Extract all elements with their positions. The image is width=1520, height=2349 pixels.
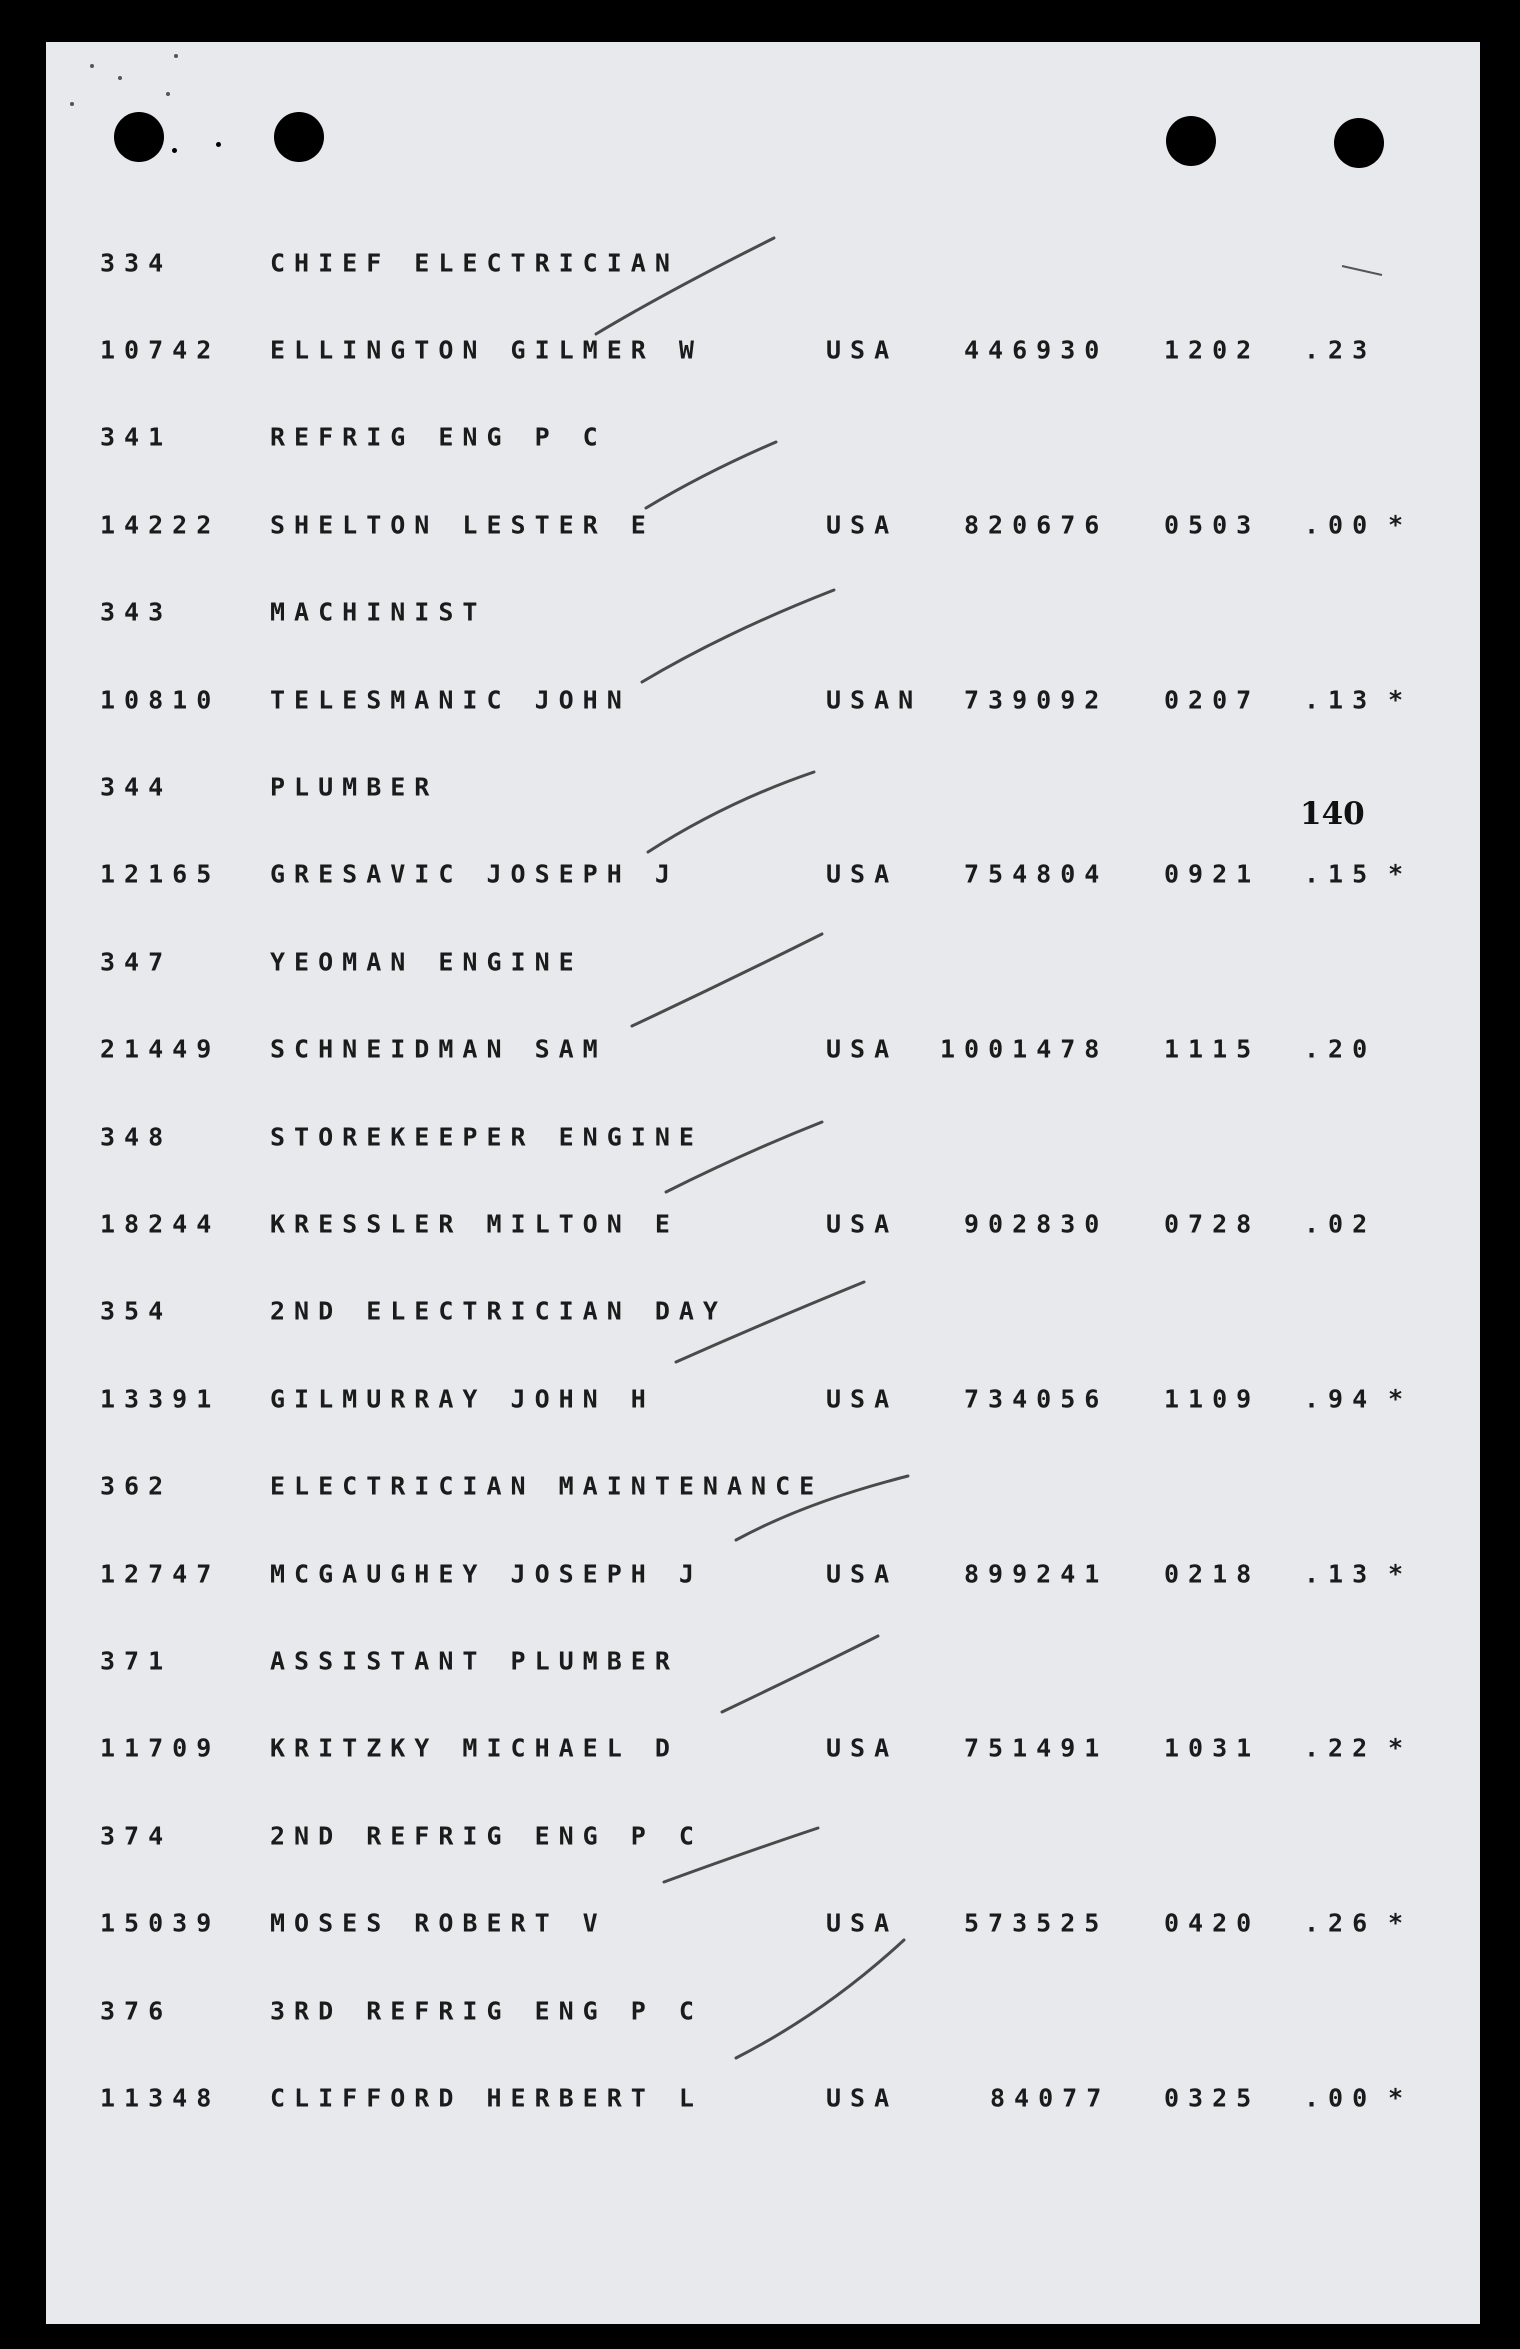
position-code: 371 <box>100 1646 173 1676</box>
position-code: 374 <box>100 1821 173 1851</box>
amount: .13 <box>1304 685 1377 715</box>
position-row <box>100 394 1440 481</box>
paper-speck <box>90 64 94 68</box>
punch-hole-2 <box>274 112 324 162</box>
employee-row <box>100 481 1440 568</box>
employee-name: MOSES ROBERT V <box>270 1908 607 1938</box>
position-row <box>100 1792 1440 1879</box>
employee-number: 10742 <box>100 335 221 365</box>
position-code: 344 <box>100 772 173 802</box>
paper-speck <box>70 102 74 106</box>
asterisk-mark: * <box>1388 1733 1413 1763</box>
ssn: 902830 <box>964 1209 1109 1239</box>
date-code: 1202 <box>1164 335 1261 365</box>
employee-number: 13391 <box>100 1384 221 1414</box>
ssn: 739092 <box>964 685 1109 715</box>
position-row <box>100 1093 1440 1180</box>
employee-name: TELESMANIC JOHN <box>270 685 631 715</box>
employee-row <box>100 831 1440 918</box>
employee-number: 21449 <box>100 1034 221 1064</box>
position-row <box>100 918 1440 1005</box>
ledger-sheet <box>46 42 1480 2324</box>
paper-speck <box>174 54 178 58</box>
ssn: 754804 <box>964 859 1109 889</box>
position-row <box>100 569 1440 656</box>
employee-number: 12165 <box>100 859 221 889</box>
date-code: 1115 <box>1164 1034 1261 1064</box>
citizenship: USAN <box>826 685 923 715</box>
ssn: 573525 <box>964 1908 1109 1938</box>
employee-row <box>100 306 1440 393</box>
position-row <box>100 1967 1440 2054</box>
paper-speck <box>216 142 221 147</box>
date-code: 0921 <box>1164 859 1261 889</box>
citizenship: USA <box>826 1559 899 1589</box>
amount: .26 <box>1304 1908 1377 1938</box>
position-title: ELECTRICIAN MAINTENANCE <box>270 1471 824 1501</box>
position-title: 2ND ELECTRICIAN DAY <box>270 1296 727 1326</box>
asterisk-mark: * <box>1388 1559 1413 1589</box>
position-title: CHIEF ELECTRICIAN <box>270 248 679 278</box>
employee-number: 11348 <box>100 2083 221 2113</box>
position-code: 341 <box>100 422 173 452</box>
asterisk-mark: * <box>1388 2083 1413 2113</box>
employee-row <box>100 1006 1440 1093</box>
position-code: 347 <box>100 947 173 977</box>
ssn: 751491 <box>964 1733 1109 1763</box>
employee-number: 11709 <box>100 1733 221 1763</box>
position-title: MACHINIST <box>270 597 487 627</box>
citizenship: USA <box>826 1908 899 1938</box>
position-title: YEOMAN ENGINE <box>270 947 583 977</box>
position-title: PLUMBER <box>270 772 439 802</box>
date-code: 0207 <box>1164 685 1261 715</box>
citizenship: USA <box>826 2083 899 2113</box>
employee-row <box>100 1879 1440 1966</box>
ssn: 84077 <box>990 2083 1111 2113</box>
paper-speck <box>172 148 177 153</box>
citizenship: USA <box>826 1384 899 1414</box>
employee-name: SHELTON LESTER E <box>270 510 655 540</box>
employee-row <box>100 1180 1440 1267</box>
asterisk-mark: * <box>1388 510 1413 540</box>
position-code: 354 <box>100 1296 173 1326</box>
date-code: 1109 <box>1164 1384 1261 1414</box>
citizenship: USA <box>826 859 899 889</box>
employee-number: 14222 <box>100 510 221 540</box>
amount: .20 <box>1304 1034 1377 1064</box>
employee-number: 12747 <box>100 1559 221 1589</box>
paper-speck <box>166 92 170 96</box>
amount: .13 <box>1304 1559 1377 1589</box>
position-code: 334 <box>100 248 173 278</box>
position-code: 376 <box>100 1996 173 2025</box>
position-row <box>100 1617 1440 1704</box>
page-number: 140 <box>1300 796 1365 832</box>
asterisk-mark: * <box>1388 859 1413 889</box>
employee-name: MCGAUGHEY JOSEPH J <box>270 1559 703 1589</box>
ssn: 1001478 <box>940 1034 1109 1064</box>
position-row <box>100 1268 1440 1355</box>
employee-name: SCHNEIDMAN SAM <box>270 1034 607 1064</box>
ssn: 446930 <box>964 335 1109 365</box>
employee-number: 18244 <box>100 1209 221 1239</box>
employee-row <box>100 1355 1440 1442</box>
employee-name: ELLINGTON GILMER W <box>270 335 703 365</box>
position-title: REFRIG ENG P C <box>270 422 607 452</box>
position-title: 3RD REFRIG ENG P C <box>270 1996 703 2025</box>
paper-speck <box>118 76 122 80</box>
amount: .15 <box>1304 859 1377 889</box>
employee-name: KRITZKY MICHAEL D <box>270 1733 679 1763</box>
punch-hole-1 <box>114 112 164 162</box>
employee-row <box>100 1530 1440 1617</box>
amount: .94 <box>1304 1384 1377 1414</box>
position-code: 362 <box>100 1471 173 1501</box>
punch-hole-4 <box>1334 118 1384 168</box>
employee-name: CLIFFORD HERBERT L <box>270 2083 703 2113</box>
ssn: 899241 <box>964 1559 1109 1589</box>
position-code: 348 <box>100 1122 173 1152</box>
employee-name: GILMURRAY JOHN H <box>270 1384 655 1414</box>
employee-row <box>100 656 1440 743</box>
punch-hole-3 <box>1166 116 1216 166</box>
employee-number: 15039 <box>100 1908 221 1938</box>
asterisk-mark: * <box>1388 1908 1413 1938</box>
amount: .00 <box>1304 2083 1377 2113</box>
position-title: 2ND REFRIG ENG P C <box>270 1821 703 1851</box>
citizenship: USA <box>826 1733 899 1763</box>
employee-row <box>100 2054 1440 2141</box>
position-title: STOREKEEPER ENGINE <box>270 1122 703 1152</box>
date-code: 1031 <box>1164 1733 1261 1763</box>
date-code: 0728 <box>1164 1209 1261 1239</box>
asterisk-mark: * <box>1388 685 1413 715</box>
citizenship: USA <box>826 335 899 365</box>
date-code: 0420 <box>1164 1908 1261 1938</box>
citizenship: USA <box>826 1034 899 1064</box>
position-row <box>100 1442 1440 1529</box>
ssn: 820676 <box>964 510 1109 540</box>
employee-number: 10810 <box>100 685 221 715</box>
employee-name: KRESSLER MILTON E <box>270 1209 679 1239</box>
citizenship: USA <box>826 510 899 540</box>
position-title: ASSISTANT PLUMBER <box>270 1646 679 1676</box>
ssn: 734056 <box>964 1384 1109 1414</box>
position-code: 343 <box>100 597 173 627</box>
date-code: 0503 <box>1164 510 1261 540</box>
amount: .00 <box>1304 510 1377 540</box>
date-code: 0218 <box>1164 1559 1261 1589</box>
amount: .23 <box>1304 335 1377 365</box>
amount: .02 <box>1304 1209 1377 1239</box>
position-row <box>100 219 1440 306</box>
asterisk-mark: * <box>1388 1384 1413 1414</box>
amount: .22 <box>1304 1733 1377 1763</box>
employee-row <box>100 1705 1440 1792</box>
citizenship: USA <box>826 1209 899 1239</box>
employee-name: GRESAVIC JOSEPH J <box>270 859 679 889</box>
position-row <box>100 743 1440 830</box>
date-code: 0325 <box>1164 2083 1261 2113</box>
ledger-entries <box>100 219 1440 2142</box>
